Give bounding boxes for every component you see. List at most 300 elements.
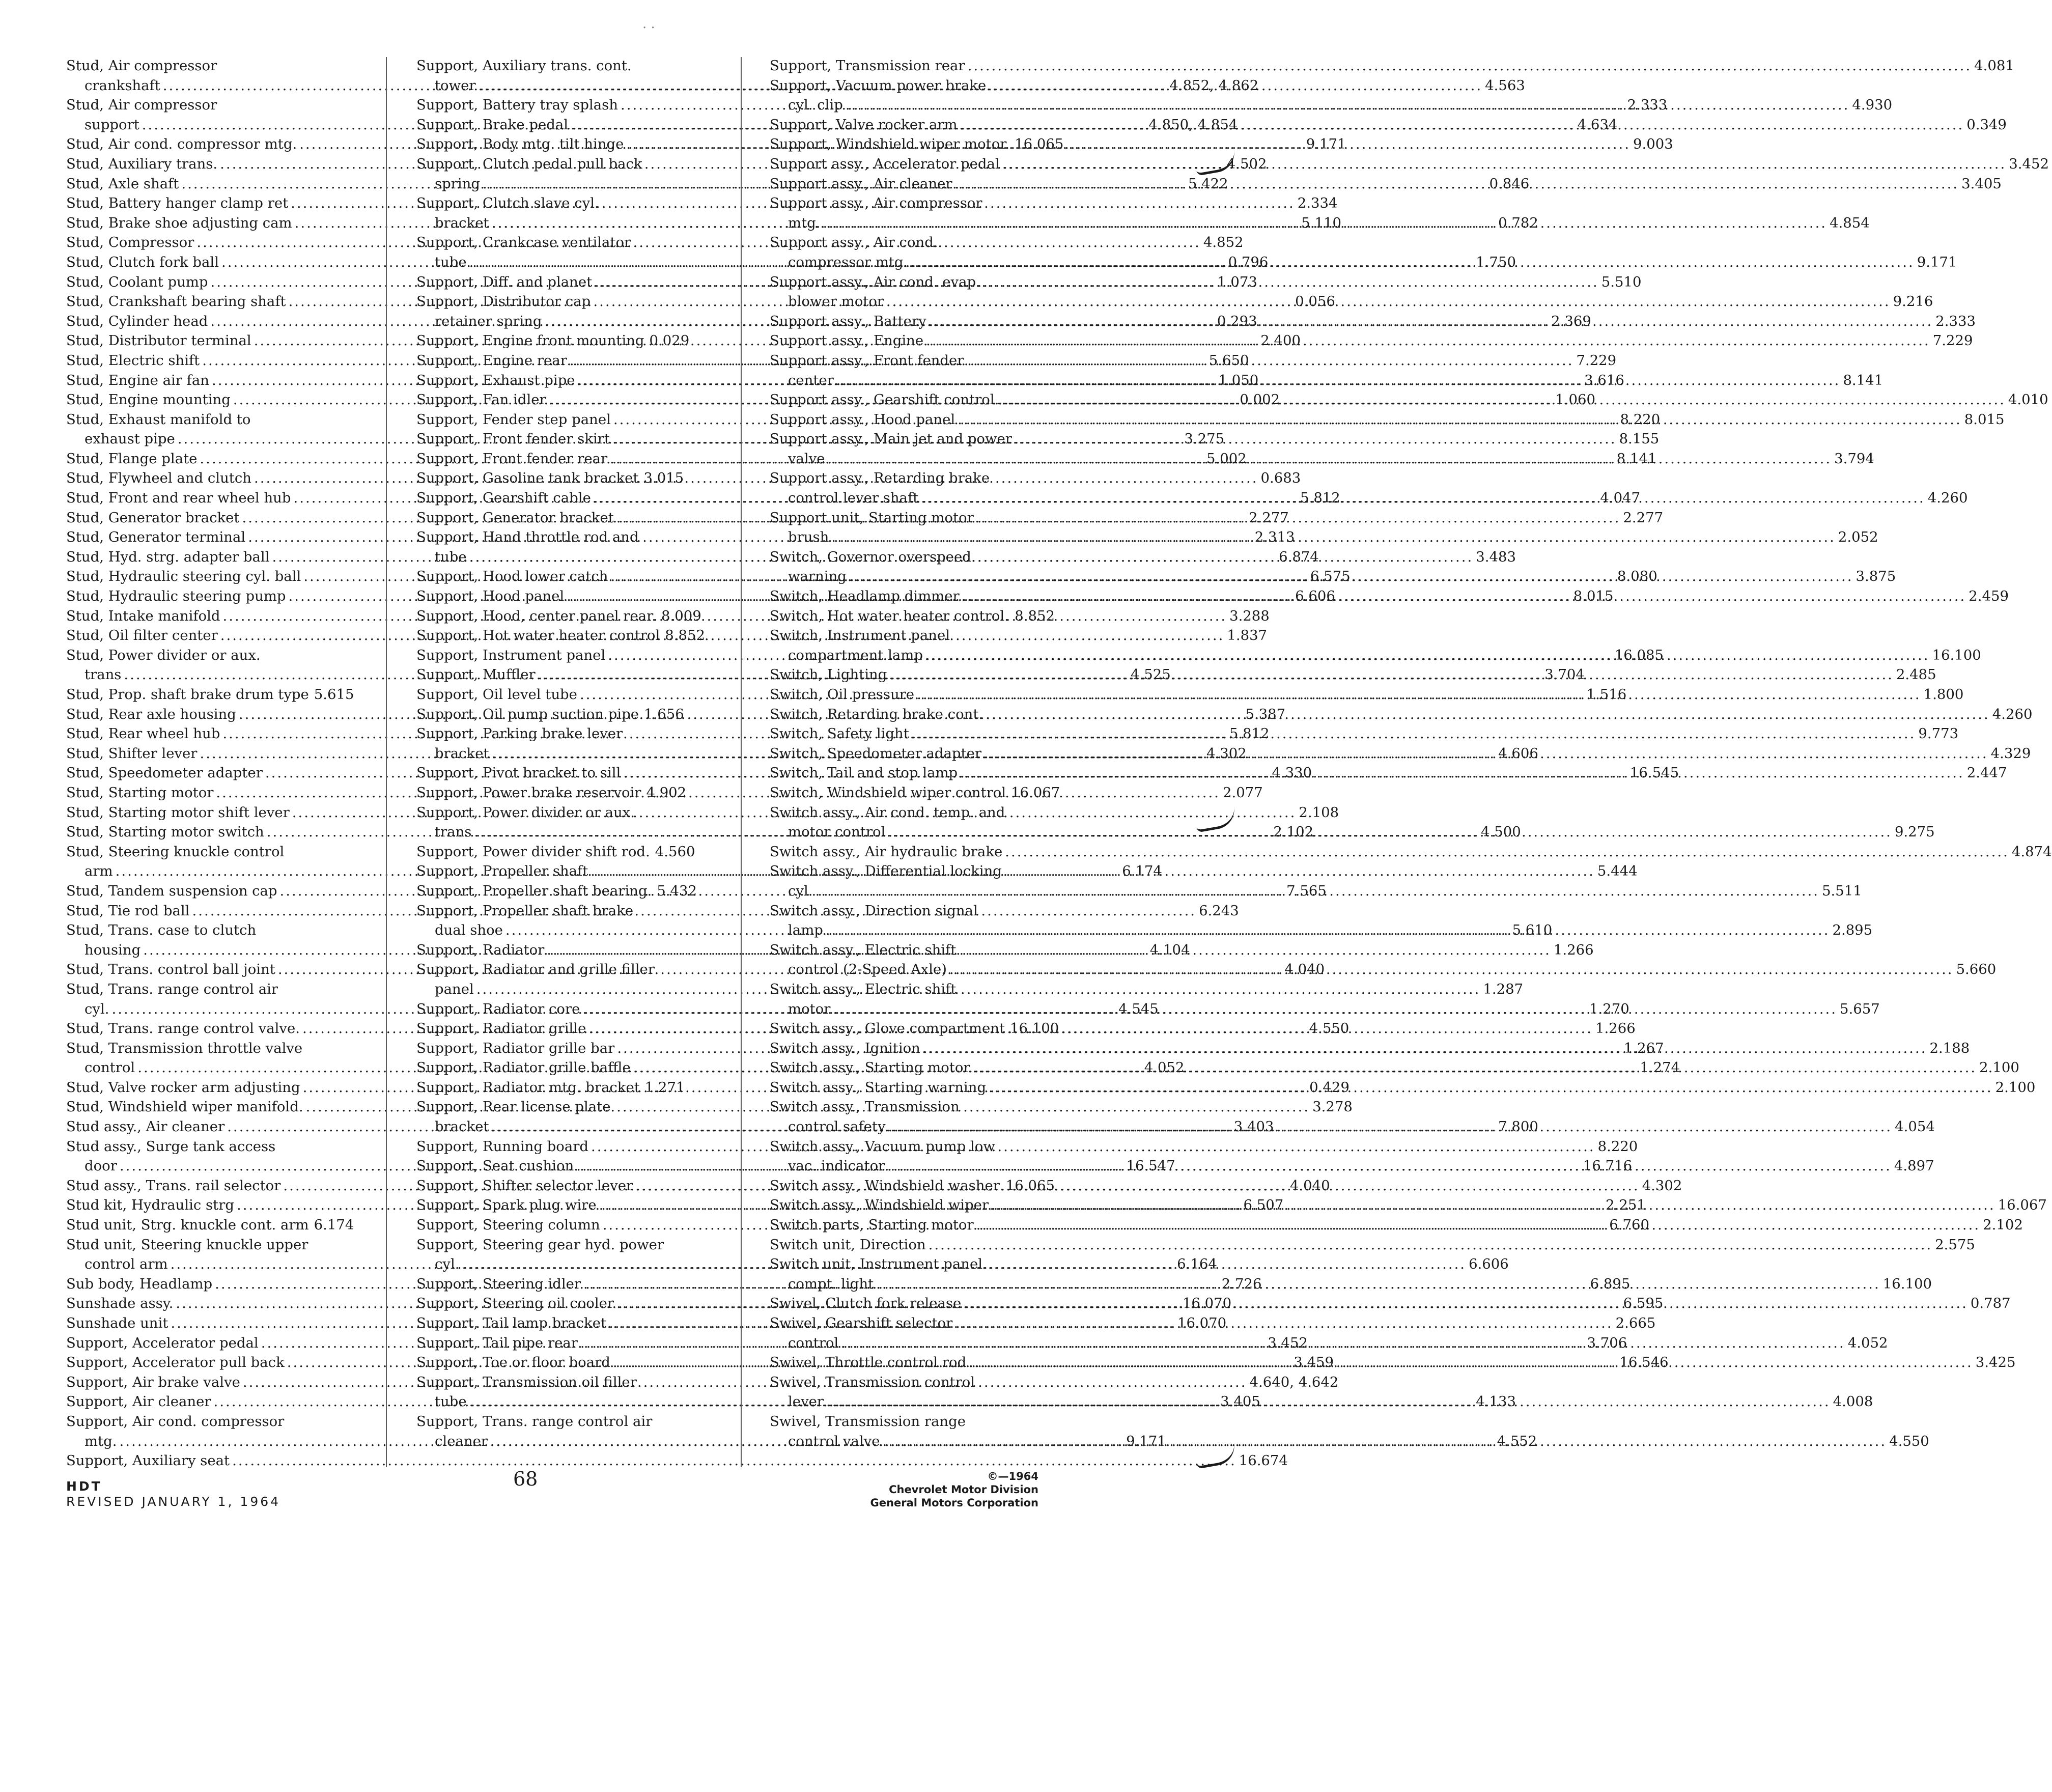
index-entry xyxy=(770,134,1064,154)
entry-page-ref: 1.656 xyxy=(643,706,684,722)
entry-page-ref: 7.565 xyxy=(1286,882,1327,899)
entry-term: control xyxy=(85,1059,135,1076)
entry-page-ref: 0.796 xyxy=(1228,254,1269,270)
entry-term: Support, Clutch slave cyl. xyxy=(416,195,599,212)
entry-term: Support, Front fender rear xyxy=(416,450,608,467)
index-entry xyxy=(770,940,1055,960)
entry-term: Swivel, Throttle control rod xyxy=(770,1354,967,1371)
entry-term: Support, Valve rocker arm xyxy=(770,116,958,133)
entry-term: Support assy., Air cleaner xyxy=(770,175,952,192)
entry-term: compressor mtg. xyxy=(788,254,908,270)
index-entry xyxy=(770,76,1055,96)
index-entry xyxy=(416,1235,681,1255)
entry-page-ref: 5.812 xyxy=(1229,725,1270,742)
entry-term: Support, Toe or floor board xyxy=(416,1354,610,1371)
entry-page-ref: 4.260 xyxy=(1992,706,2033,722)
dot-leader xyxy=(960,763,1964,783)
entry-term: cleaner xyxy=(435,1433,488,1449)
entry-page-ref: 1.287 xyxy=(1483,981,1524,997)
entry-term: cyl. xyxy=(85,1000,109,1017)
index-entry xyxy=(66,1039,351,1058)
entry-term: Support, Oil level tube xyxy=(416,686,577,703)
entry-page-ref: 5.610 xyxy=(1512,922,1553,939)
entry-term: Swivel, Transmission control xyxy=(770,1374,975,1390)
entry-page-ref: 4.854 xyxy=(1830,214,1870,231)
index-entry xyxy=(416,1097,681,1117)
manual-code: HDT xyxy=(66,1479,102,1494)
entry-page-ref: 7.229 xyxy=(1932,332,1973,349)
dot-leader xyxy=(925,646,1930,665)
entry-page-ref: 6.174 xyxy=(1122,863,1162,880)
entry-term: Support, Propeller shaft brake xyxy=(416,902,634,919)
entry-page-ref: 2.400 xyxy=(1260,332,1301,349)
entry-term: Support unit, Starting motor xyxy=(770,509,974,526)
entry-page-ref: 2.575 xyxy=(1935,1236,1975,1253)
entry-page-ref: 8.852 xyxy=(665,627,706,644)
index-entry xyxy=(66,842,351,862)
entry-term: Support, Radiator grille baffle xyxy=(416,1059,631,1076)
entry-term: Switch assy., Starting warning xyxy=(770,1079,987,1096)
dot-leader xyxy=(991,1195,1995,1215)
dot-leader xyxy=(254,468,1258,488)
entry-page-ref: 4.930 xyxy=(1852,97,1893,114)
entry-term: lever xyxy=(788,1393,824,1410)
dot-leader xyxy=(595,272,1599,292)
entry-page-ref: 4.874 xyxy=(2011,843,2052,860)
entry-term: Stud, Crankshaft bearing shaft xyxy=(66,293,286,310)
index-entry xyxy=(770,351,1055,371)
entry-page-ref: 16.065 xyxy=(1005,1177,1055,1194)
revision-date: REVISED JANUARY 1, 1964 xyxy=(66,1494,281,1509)
corporation-name: General Motors Corporation xyxy=(870,1497,1038,1509)
entry-term: arm xyxy=(85,863,113,880)
entry-term: Support assy., Gearshift control. xyxy=(770,391,999,408)
index-entry xyxy=(770,1412,1055,1432)
entry-term: tube xyxy=(435,254,467,270)
entry-term: Switch assy., Air hydraulic brake xyxy=(770,843,1003,860)
dot-leader xyxy=(883,1432,1887,1451)
index-entry xyxy=(770,272,1055,292)
dot-leader xyxy=(888,1117,1893,1137)
entry-page-ref: 2.077 xyxy=(1223,784,1263,801)
entry-page-ref: 1.266 xyxy=(1595,1020,1636,1037)
entry-page-ref: 5.422 xyxy=(1188,175,1228,192)
entry-term: Switch assy., Vacuum pump low xyxy=(770,1138,995,1155)
entry-term: Support, Front fender skirt xyxy=(416,431,610,447)
entry-term: Stud, Hyd. strg. adapter ball xyxy=(66,548,270,565)
entry-term: Stud, Windshield wiper manifold. xyxy=(66,1099,303,1115)
entry-page-ref: 7.800 xyxy=(1498,1118,1538,1135)
index-entry xyxy=(770,803,1055,823)
entry-term: Stud, Generator bracket xyxy=(66,509,240,526)
entry-page-ref: 4.104 xyxy=(1149,941,1190,958)
entry-term: Stud, Trans. control ball joint xyxy=(66,961,275,978)
entry-page-ref: 2.100 xyxy=(1979,1059,2019,1076)
entry-term: Sunshade unit xyxy=(66,1315,168,1331)
index-entry xyxy=(770,56,2014,76)
entry-page-ref: 16.067 xyxy=(1998,1197,2047,1214)
entry-term: Stud, Coolant pump xyxy=(66,273,208,290)
entry-page-ref: 0.846 xyxy=(1489,175,1530,192)
index-entry xyxy=(770,1137,1055,1157)
index-entry xyxy=(416,331,690,351)
entry-term: Swivel, Clutch fork release xyxy=(770,1295,962,1312)
entry-term: Support, Radiator core xyxy=(416,1000,580,1017)
entry-page-ref: 16.674 xyxy=(1239,1452,1288,1469)
index-entry xyxy=(770,547,1055,567)
index-entry xyxy=(770,1019,1059,1039)
column-divider xyxy=(741,57,742,1467)
entry-term: Sunshade assy. xyxy=(66,1295,174,1312)
entry-term: control (2-Speed Axle) xyxy=(788,961,947,978)
entry-page-ref: 3.616 xyxy=(1584,372,1624,388)
dot-leader xyxy=(929,312,1933,331)
entry-term: lamp xyxy=(788,922,823,939)
index-entry xyxy=(416,901,681,921)
entry-term: Support, Hot water heater control xyxy=(416,627,660,644)
entry-term: brush xyxy=(788,529,829,546)
dot-leader xyxy=(984,744,1988,764)
entry-page-ref: 16.067 xyxy=(1011,784,1060,801)
entry-page-ref: 4.052 xyxy=(1847,1334,1888,1351)
entry-term: Switch, Lighting xyxy=(770,666,887,683)
entry-term: Support, Radiator xyxy=(416,941,545,958)
index-entry xyxy=(66,979,351,999)
dot-leader xyxy=(888,822,1892,842)
index-entry xyxy=(770,1097,1055,1117)
entry-page-ref: 2.108 xyxy=(1299,804,1339,821)
entry-page-ref: 9.171 xyxy=(1306,136,1346,153)
dot-leader xyxy=(831,527,1836,547)
entry-page-ref: 2.447 xyxy=(1966,765,2007,781)
entry-term: bracket xyxy=(435,745,489,762)
entry-term: Support, Radiator grille xyxy=(416,1020,586,1037)
entry-page-ref: 8.155 xyxy=(1619,431,1660,447)
entry-term: Support, Power divider or aux. xyxy=(416,804,635,821)
entry-term: Support assy., Main jet and power xyxy=(770,431,1012,447)
entry-term: Switch assy., Windshield wiper xyxy=(770,1197,989,1214)
entry-page-ref: 16.100 xyxy=(1932,647,1981,663)
index-entry xyxy=(770,861,1055,881)
entry-term: Stud, Oil filter center xyxy=(66,627,218,644)
entry-term: Support, Tail lamp bracket xyxy=(416,1315,607,1331)
entry-term: Switch unit, Direction xyxy=(770,1236,926,1253)
entry-page-ref: 1.266 xyxy=(1553,941,1594,958)
entry-page-ref: 6.174 xyxy=(314,1217,354,1234)
entry-page-ref: 9.216 xyxy=(1893,293,1933,310)
entry-term: Support, Generator bracket xyxy=(416,509,614,526)
entry-page-ref: 4.133 xyxy=(1476,1393,1516,1410)
footer-left xyxy=(66,1479,280,1509)
entry-page-ref: 6.895 xyxy=(1590,1275,1631,1292)
entry-term: Switch assy., Electric shift xyxy=(770,941,957,958)
entry-term: Support, Radiator mtg. bracket xyxy=(416,1079,640,1096)
dot-leader xyxy=(921,488,1925,508)
entry-term: Stud, Exhaust manifold to xyxy=(66,411,251,428)
entry-term: Support, Steering column xyxy=(416,1217,600,1234)
entry-term: Support, Spark plug wire xyxy=(416,1197,597,1214)
entry-term: Switch assy., Electric shift xyxy=(770,981,957,997)
entry-term: Support, Steering gear hyd. power xyxy=(416,1236,664,1253)
dot-leader xyxy=(989,1078,1993,1098)
entry-term: Stud, Flywheel and clutch xyxy=(66,470,251,487)
entry-term: Switch, Retarding brake cont. xyxy=(770,706,983,722)
entry-term: Support, Steering idler xyxy=(416,1275,581,1292)
entry-term: Stud, Starting motor switch xyxy=(66,824,264,841)
scan-speck: · · xyxy=(642,20,655,36)
dot-leader xyxy=(923,1039,1927,1058)
entry-term: Support, Gearshift cable xyxy=(416,490,591,507)
entry-term: Support assy., Hood panel xyxy=(770,411,955,428)
entry-term: Stud, Hydraulic steering cyl. ball xyxy=(66,568,301,585)
entry-page-ref: 1.750 xyxy=(1476,254,1516,270)
entry-page-ref: 2.102 xyxy=(1983,1217,2023,1234)
entry-term: Support, Diff. and planet xyxy=(416,273,593,290)
entry-page-ref: 4.302 xyxy=(1206,745,1247,762)
dot-leader xyxy=(917,685,1921,705)
entry-page-ref: 8.220 xyxy=(1620,411,1661,428)
entry-page-ref: 4.634 xyxy=(1577,116,1618,133)
entry-term: Stud, Power divider or aux. xyxy=(66,647,261,663)
entry-term: Support, Transmission oil filler xyxy=(416,1374,637,1390)
entry-term: mtg. xyxy=(788,214,821,231)
entry-page-ref: 8.080 xyxy=(1617,568,1657,585)
entry-term: Sub body, Headlamp xyxy=(66,1275,213,1292)
entry-page-ref: 6.507 xyxy=(1243,1197,1284,1214)
dot-leader xyxy=(886,292,1891,312)
entry-page-ref: 8.220 xyxy=(1597,1138,1638,1155)
entry-term: Support, Radiator grille bar xyxy=(416,1040,615,1056)
entry-page-ref: 1.800 xyxy=(1923,686,1964,703)
entry-term: Stud, Auxiliary trans. xyxy=(66,155,218,172)
entry-page-ref: 5.444 xyxy=(1597,863,1638,880)
index-entry xyxy=(770,1313,1055,1333)
entry-page-ref: 4.040 xyxy=(1289,1177,1330,1194)
entry-term: crankshaft xyxy=(85,77,160,94)
entry-page-ref: 9.773 xyxy=(1918,725,1959,742)
entry-page-ref: 3.452 xyxy=(2009,155,2049,172)
entry-page-ref: 3.275 xyxy=(1184,431,1225,447)
entry-page-ref: 5.387 xyxy=(1245,706,1286,722)
entry-page-ref: 2.333 xyxy=(1627,97,1668,114)
entry-term: Switch, Tail and stop lamp xyxy=(770,765,958,781)
dot-leader xyxy=(1002,154,2007,174)
dot-leader xyxy=(833,999,1837,1019)
entry-page-ref: 2.459 xyxy=(1969,588,2009,605)
entry-page-ref: 8.015 xyxy=(1573,588,1614,605)
entry-page-ref: 2.102 xyxy=(1273,824,1314,841)
entry-page-ref: 16.100 xyxy=(1882,1275,1932,1292)
entry-term: Stud, Front and rear wheel hub xyxy=(66,490,291,507)
entry-term: Stud, Engine mounting xyxy=(66,391,231,408)
entry-term: dual shoe xyxy=(435,922,503,939)
entry-page-ref: 16.070 xyxy=(1182,1295,1232,1312)
entry-page-ref: 6.595 xyxy=(1623,1295,1664,1312)
entry-term: Support assy., Retarding brake xyxy=(770,470,990,487)
entry-page-ref: 5.432 xyxy=(657,882,697,899)
entry-term: Support, Fender step panel xyxy=(416,411,611,428)
index-entry xyxy=(66,1451,1288,1471)
entry-term: Support, Distributor cap xyxy=(416,293,591,310)
entry-term: Switch assy., Differential locking xyxy=(770,863,1002,880)
entry-page-ref: 4.008 xyxy=(1833,1393,1873,1410)
dot-leader xyxy=(986,705,1990,724)
index-entry xyxy=(416,56,681,76)
dot-leader xyxy=(1001,390,2006,410)
dot-leader xyxy=(887,1156,1892,1176)
entry-term: exhaust pipe xyxy=(85,431,175,447)
index-entry xyxy=(66,410,351,430)
entry-page-ref: 16.070 xyxy=(1177,1315,1227,1331)
entry-term: Stud kit, Hydraulic strg xyxy=(66,1197,234,1214)
entry-term: Stud, Trans. case to clutch xyxy=(66,922,257,939)
index-entry xyxy=(416,527,681,547)
entry-page-ref: 5.615 xyxy=(314,686,354,703)
dot-leader xyxy=(616,508,1621,528)
entry-page-ref: 6.760 xyxy=(1609,1217,1649,1234)
entry-page-ref: 1.837 xyxy=(1227,627,1268,644)
entry-term: valve xyxy=(788,450,825,467)
entry-page-ref: 16.547 xyxy=(1126,1158,1175,1174)
entry-page-ref: 5.511 xyxy=(1822,882,1862,899)
entry-page-ref: 0.293 xyxy=(1217,313,1257,329)
entry-term: Switch assy., Glove compartment xyxy=(770,1020,1005,1037)
entry-term: Support assy., Front fender xyxy=(770,352,964,369)
entry-page-ref: 4.330 xyxy=(1272,765,1312,781)
entry-term: Stud, Tandem suspension cap xyxy=(66,882,277,899)
entry-page-ref: 1.271 xyxy=(644,1079,685,1096)
entry-term: Stud unit, Strg. knuckle cont. arm xyxy=(66,1217,309,1234)
index-entry xyxy=(66,920,351,940)
entry-term: compt. light xyxy=(788,1275,874,1292)
entry-term: Support, Power divider shift rod. xyxy=(416,843,650,860)
entry-term: retainer spring xyxy=(435,313,542,329)
entry-page-ref: 3.459 xyxy=(1294,1354,1334,1371)
entry-page-ref: 16.085 xyxy=(1614,647,1664,663)
entry-page-ref: 4.081 xyxy=(1974,58,2014,74)
entry-term: Stud, Air cond. compressor mtg. xyxy=(66,136,297,153)
entry-page-ref: 0.002 xyxy=(1240,391,1280,408)
entry-term: Swivel, Transmission range xyxy=(770,1413,966,1430)
index-entry xyxy=(416,233,681,253)
entry-term: Support, Brake pedal xyxy=(416,116,569,133)
entry-term: Support assy., Air cond. evap. xyxy=(770,273,980,290)
entry-page-ref: 6.874 xyxy=(1279,548,1319,565)
entry-page-ref: 3.405 xyxy=(1220,1393,1260,1410)
division-name: Chevrolet Motor Division xyxy=(889,1483,1038,1496)
entry-page-ref: 4.054 xyxy=(1895,1118,1935,1135)
entry-term: Switch, Safety light xyxy=(770,725,909,742)
entry-page-ref: 4.010 xyxy=(2008,391,2048,408)
entry-term: Stud, Tie rod ball xyxy=(66,902,190,919)
entry-term: Support, Pivot bracket to sill xyxy=(416,765,621,781)
dot-leader xyxy=(612,429,1617,449)
entry-page-ref: 3.015 xyxy=(643,470,684,487)
entry-term: Support, Hood, center panel rear. xyxy=(416,607,656,624)
entry-term: motor xyxy=(788,1000,831,1017)
entry-page-ref: 6.164 xyxy=(1177,1256,1217,1273)
dot-leader xyxy=(588,1019,1593,1039)
entry-term: Switch, Windshield wiper control xyxy=(770,784,1006,801)
dot-leader xyxy=(823,213,1827,233)
entry-term: Switch assy., Transmission xyxy=(770,1099,960,1115)
entry-page-ref: 3.483 xyxy=(1476,548,1516,565)
entry-page-ref: 2.369 xyxy=(1551,313,1591,329)
entry-term: spring xyxy=(435,175,480,192)
entry-page-ref: 4.550 xyxy=(1309,1020,1350,1037)
entry-term: Support, Crankcase ventilator xyxy=(416,234,631,251)
entry-term: Stud, Valve rocker arm adjusting xyxy=(66,1079,300,1096)
index-entry xyxy=(416,803,681,823)
dot-leader xyxy=(846,95,1850,115)
dot-leader xyxy=(910,253,1915,272)
entry-term: mtg. xyxy=(85,1433,117,1449)
entry-term: Support assy., Air compressor xyxy=(770,195,982,212)
index-entry xyxy=(770,979,1055,999)
entry-term: Stud, Speedometer adapter xyxy=(66,765,263,781)
dot-leader xyxy=(828,449,1832,469)
index-entry xyxy=(66,685,354,705)
entry-page-ref: 4.852 xyxy=(1203,234,1244,251)
index-entry xyxy=(770,508,1055,528)
entry-term: Support, Clutch pedal pull back xyxy=(416,155,642,172)
entry-page-ref: 3.704 xyxy=(1544,666,1585,683)
entry-page-ref: 0.349 xyxy=(1966,116,2007,133)
entry-term: Stud, Trans. range control air xyxy=(66,981,278,997)
index-entry xyxy=(770,193,1055,213)
entry-term: Stud, Transmission throttle valve xyxy=(66,1040,303,1056)
index-entry xyxy=(416,783,687,803)
entry-term: Stud, Rear axle housing xyxy=(66,706,236,722)
entry-term: Support assy., Battery xyxy=(770,313,926,329)
entry-page-ref: 5.510 xyxy=(1601,273,1642,290)
index-entry xyxy=(416,1412,681,1432)
index-entry xyxy=(416,193,681,213)
dot-leader xyxy=(1005,842,2009,862)
entry-term: Stud, Clutch fork ball xyxy=(66,254,219,270)
entry-term: Stud assy., Air cleaner xyxy=(66,1118,225,1135)
entry-term: Switch assy., Windshield washer xyxy=(770,1177,1000,1194)
entry-page-ref: 4.902 xyxy=(646,784,687,801)
entry-page-ref: 4.560 xyxy=(655,843,695,860)
dot-leader xyxy=(841,1333,1845,1353)
entry-term: tube xyxy=(435,1393,467,1410)
entry-page-ref: 1.073 xyxy=(1217,273,1257,290)
entry-page-ref: 4.606 xyxy=(1498,745,1538,762)
entry-page-ref: 4.545 xyxy=(1118,1000,1159,1017)
entry-term: Support, Tail pipe rear xyxy=(416,1334,578,1351)
entry-page-ref: 2.485 xyxy=(1896,666,1936,683)
entry-page-ref: 2.895 xyxy=(1832,922,1873,939)
index-entry xyxy=(416,606,701,626)
entry-page-ref: 4.502 xyxy=(1226,155,1267,172)
entry-page-ref: 4.525 xyxy=(1131,666,1171,683)
index-entry xyxy=(770,468,1055,488)
entry-page-ref: 3.875 xyxy=(1856,568,1896,585)
entry-page-ref: 4.640, 4.642 xyxy=(1249,1374,1339,1390)
entry-term: Support, Accelerator pull back xyxy=(66,1354,285,1371)
entry-page-ref: 8.141 xyxy=(1843,372,1884,388)
entry-term: trans xyxy=(85,666,122,683)
index-entry xyxy=(416,705,684,724)
entry-page-ref: 8.015 xyxy=(1964,411,2005,428)
entry-page-ref: 8.009 xyxy=(661,607,701,624)
entry-term: tube xyxy=(435,548,467,565)
entry-term: panel xyxy=(435,981,474,997)
index-entry xyxy=(416,724,681,744)
index-entry xyxy=(770,783,1060,803)
index-entry xyxy=(416,842,695,862)
